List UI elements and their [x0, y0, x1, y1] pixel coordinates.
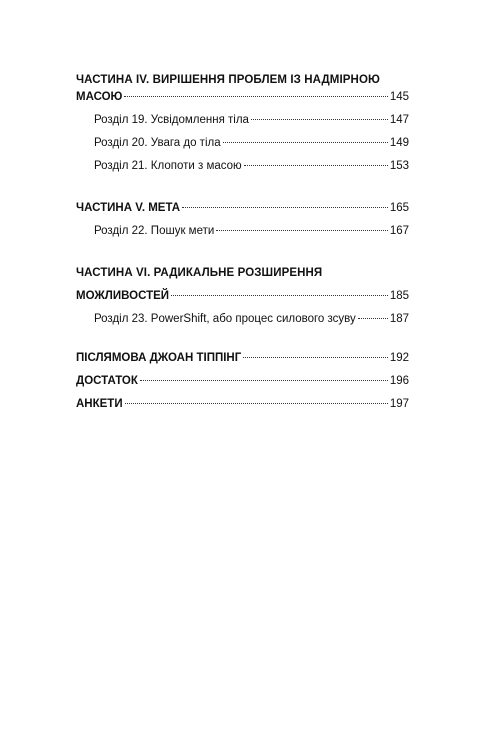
toc-chapter-21[interactable] [76, 158, 409, 175]
page-number: 153 [389, 160, 409, 172]
part-5-entry[interactable] [76, 200, 409, 217]
toc-part-5 [76, 200, 409, 240]
page-number: 196 [389, 375, 409, 387]
part-4-entry[interactable] [76, 89, 409, 106]
chapter-title: Розділ 19. Усвідомлення тіла [94, 114, 249, 126]
dot-leader [243, 357, 388, 358]
chapter-title: Розділ 20. Увага до тіла [94, 137, 221, 149]
toc-chapter-22[interactable] [76, 223, 409, 240]
part-5-title: ЧАСТИНА V. МЕТА [76, 202, 181, 214]
table-of-contents [76, 72, 409, 413]
page-number: 192 [389, 352, 409, 364]
dot-leader [244, 165, 388, 166]
chapter-title: Розділ 21. Клопоти з масою [94, 160, 242, 172]
afterword-title: ПІСЛЯМОВА ДЖОАН ТІППІНГ [76, 352, 242, 364]
dot-leader [125, 403, 388, 404]
page-number: 165 [389, 202, 409, 214]
page-number: 167 [389, 225, 409, 237]
part-6-entry[interactable] [76, 288, 409, 305]
questionnaires-title: АНКЕТИ [76, 398, 123, 410]
page-number: 145 [389, 91, 409, 103]
part-4-title-continued: МАСОЮ [76, 91, 123, 103]
page-number: 149 [389, 137, 409, 149]
dot-leader [216, 230, 388, 231]
toc-chapter-23[interactable] [76, 311, 409, 328]
chapter-title: Розділ 22. Пошук мети [94, 225, 215, 237]
toc-afterword[interactable] [76, 350, 409, 367]
part-6-title: ЧАСТИНА VI. РАДИКАЛЬНЕ РОЗШИРЕННЯ [76, 267, 323, 279]
part-6-title-continued: МОЖЛИВОСТЕЙ [76, 290, 170, 302]
page-number: 185 [389, 290, 409, 302]
abundance-title: ДОСТАТОК [76, 375, 138, 387]
toc-part-6 [76, 265, 409, 328]
dot-leader [124, 96, 387, 97]
toc-abundance[interactable] [76, 373, 409, 390]
toc-chapter-19[interactable] [76, 112, 409, 129]
page-number: 197 [389, 398, 409, 410]
dot-leader [182, 207, 388, 208]
toc-part-4 [76, 72, 409, 175]
toc-back-matter [76, 350, 409, 413]
dot-leader [251, 119, 388, 120]
page-number: 187 [389, 313, 409, 325]
dot-leader [223, 142, 388, 143]
dot-leader [358, 318, 388, 319]
part-4-title: ЧАСТИНА IV. ВИРІШЕННЯ ПРОБЛЕМ ІЗ НАДМІРНОЮ [76, 74, 380, 86]
dot-leader [171, 295, 388, 296]
toc-chapter-20[interactable] [76, 135, 409, 152]
toc-questionnaires[interactable] [76, 396, 409, 413]
chapter-title: Розділ 23. PowerShift, або процес силового зсуву [94, 313, 356, 325]
dot-leader [140, 380, 388, 381]
page-number: 147 [389, 114, 409, 126]
